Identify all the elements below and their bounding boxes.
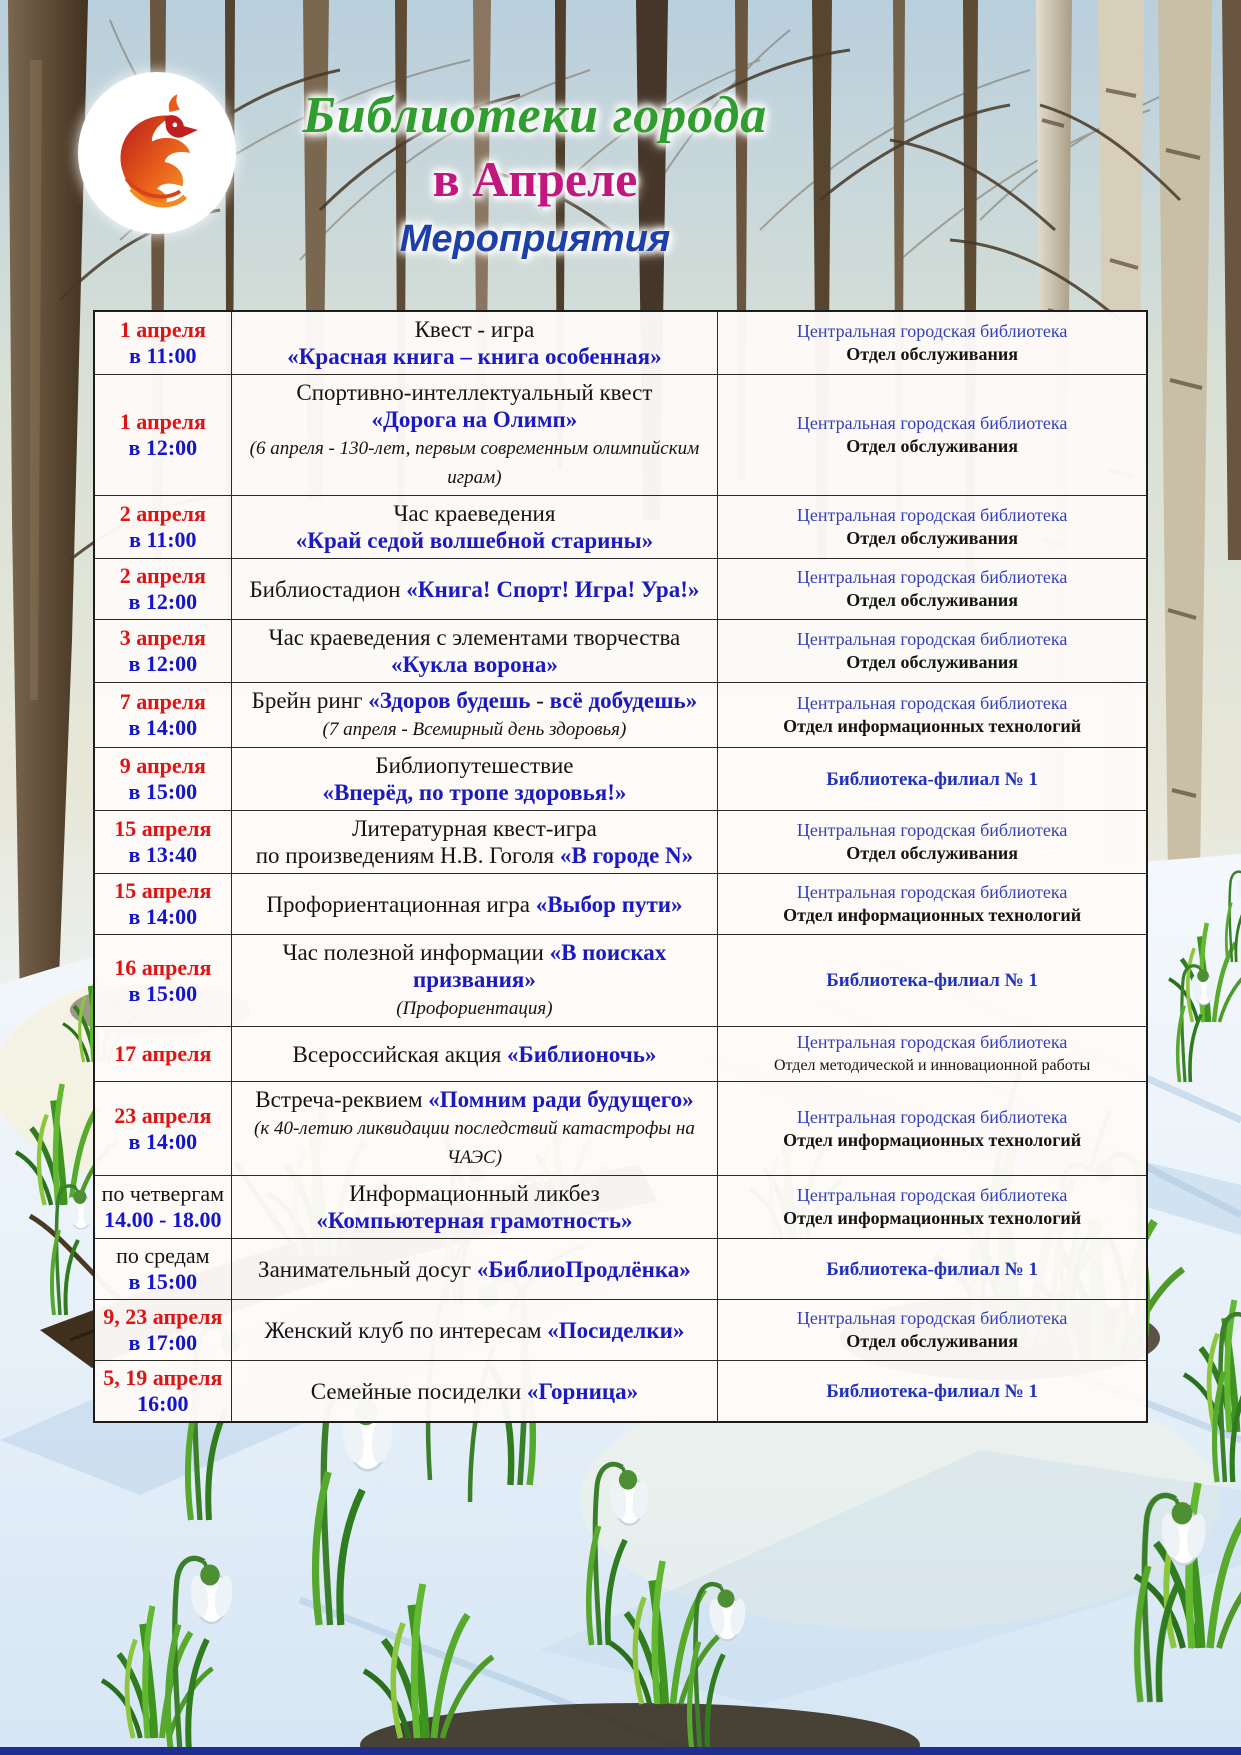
event-date-line: 16:00 (137, 1391, 189, 1416)
event-location-line: Центральная городская библиотека (796, 1308, 1068, 1328)
event-date-line: в 12:00 (128, 651, 198, 676)
event-date-line: в 15:00 (128, 980, 198, 1006)
phoenix-logo (78, 72, 236, 234)
event-location-line: Центральная городская библиотека (796, 820, 1068, 840)
event-text-segment: (Профориентация) (396, 998, 553, 1019)
event-text-segment: (7 апреля - Всемирный день здоровья) (322, 719, 627, 740)
event-location (718, 1176, 1146, 1238)
event-date (95, 1300, 232, 1360)
event-date-line: 23 апреля (114, 1102, 212, 1128)
event-location (718, 496, 1146, 558)
table-row (95, 1361, 1146, 1421)
event-date (95, 811, 232, 873)
event-date-line: 17 апреля (114, 1041, 212, 1066)
event-text-segment: Библиопутешествие (375, 753, 574, 778)
event-location (718, 1027, 1146, 1081)
event-location-line: Отдел информационных технологий (783, 716, 1082, 736)
event-text-segment: «Посиделки» (547, 1317, 685, 1343)
event-text-line (238, 1207, 712, 1234)
event-text-segment: Семейные посиделки (310, 1378, 527, 1404)
event-date-line: в 15:00 (128, 779, 198, 804)
event-text-segment: Спортивно-интеллектуальный квест (296, 380, 653, 405)
event-date-line: по четвергам (101, 1181, 225, 1206)
event-location (718, 375, 1146, 495)
event-text-segment: «Кукла ворона» (391, 652, 558, 677)
event-date-line: 2 апреля (119, 563, 206, 588)
event-text-segment: «Здоров будешь (368, 688, 531, 713)
event-date-line: в 14:00 (128, 904, 198, 929)
event-description (232, 620, 719, 682)
event-text-line (238, 527, 712, 554)
event-date (95, 1082, 232, 1175)
event-text-line (238, 500, 712, 527)
event-description (232, 1027, 719, 1081)
event-date-line: в 14:00 (128, 1128, 198, 1154)
event-text-line (238, 842, 712, 869)
event-location (718, 1082, 1146, 1175)
event-location-line: Отдел обслуживания (846, 528, 1018, 548)
event-text-line (238, 343, 712, 370)
event-text-segment: «Горница» (526, 1378, 639, 1404)
table-row (95, 1239, 1146, 1300)
event-location-line: Библиотека-филиал № 1 (826, 768, 1038, 790)
event-text-segment: Занимательный досуг (258, 1256, 477, 1282)
event-text-segment: «Книга! Спорт! Игра! Ура!» (406, 576, 700, 602)
event-date (95, 375, 232, 495)
table-row (95, 874, 1146, 935)
event-date (95, 620, 232, 682)
page-subtitle: в Апреле (432, 151, 638, 207)
event-text-segment: Всероссийская акция (292, 1041, 508, 1067)
event-text-segment: «БиблиоПродлёнка» (476, 1256, 691, 1282)
event-text-line (238, 815, 712, 842)
event-location-line: Отдел методической и инновационной работы (773, 1057, 1091, 1074)
event-location (718, 874, 1146, 934)
event-location-line: Центральная городская библиотека (796, 1032, 1068, 1052)
event-location-line: Центральная городская библиотека (796, 693, 1068, 713)
event-text-segment: - (530, 688, 550, 713)
event-text-line (238, 624, 712, 651)
event-location-line: Отдел обслуживания (846, 344, 1018, 364)
event-text-line (238, 779, 712, 806)
event-text-segment: «Библионочь» (507, 1041, 657, 1067)
event-text-segment: всё добудешь» (549, 688, 698, 713)
event-text-line (238, 316, 712, 343)
event-description (232, 1176, 719, 1238)
event-text-segment: Литературная квест-игра (351, 816, 597, 841)
event-date (95, 1239, 232, 1299)
event-date-line: в 17:00 (128, 1330, 198, 1355)
event-date (95, 1176, 232, 1238)
event-location-line: Библиотека-филиал № 1 (826, 1258, 1038, 1280)
event-text-line (238, 939, 712, 993)
event-date-line: 15 апреля (114, 816, 212, 841)
event-description (232, 1239, 719, 1299)
page-tagline: Мероприятия (399, 218, 671, 260)
event-location-line: Отдел обслуживания (846, 436, 1018, 456)
event-location-line: Центральная городская библиотека (796, 629, 1068, 649)
event-text-line (238, 891, 712, 918)
event-location-line: Отдел информационных технологий (783, 1129, 1082, 1150)
event-date-line: 3 апреля (119, 625, 206, 650)
table-row (95, 935, 1146, 1027)
table-row (95, 375, 1146, 496)
event-description (232, 559, 719, 619)
event-text-segment: «Помним ради будущего» (428, 1087, 694, 1112)
event-text-line (238, 433, 712, 491)
table-row (95, 312, 1146, 375)
event-text-segment: Квест - игра (414, 317, 535, 342)
event-location-line: Центральная городская библиотека (796, 882, 1068, 902)
event-location (718, 935, 1146, 1026)
event-date (95, 496, 232, 558)
event-description (232, 935, 719, 1026)
event-date-line: 1 апреля (119, 317, 206, 342)
event-date-line: 14.00 - 18.00 (104, 1207, 222, 1232)
event-text-segment: Информационный ликбез (349, 1181, 600, 1206)
event-location-line: Центральная городская библиотека (796, 321, 1068, 341)
event-text-segment: «Край седой волшебной старины» (295, 528, 654, 553)
event-date-line: в 12:00 (128, 435, 198, 460)
event-text-segment: Час полезной информации (282, 940, 550, 965)
event-location-line: Библиотека-филиал № 1 (826, 970, 1038, 991)
event-date-line: в 11:00 (129, 343, 197, 368)
event-date (95, 748, 232, 810)
event-location-line: Отдел информационных технологий (783, 1208, 1082, 1228)
events-table (93, 310, 1148, 1423)
event-date (95, 683, 232, 747)
event-location-line: Центральная городская библиотека (796, 567, 1068, 587)
event-date-line: по средам (116, 1243, 210, 1268)
table-row (95, 1300, 1146, 1361)
event-description (232, 1300, 719, 1360)
event-location-line: Отдел информационных технологий (783, 905, 1082, 925)
event-location (718, 1239, 1146, 1299)
event-date-line: 16 апреля (114, 954, 212, 980)
event-date-line: в 13:40 (128, 842, 198, 867)
event-text-segment: по произведениям Н.В. Гоголя (255, 843, 560, 868)
event-text-segment: (6 апреля - 130-лет, первым современным олимпийским играм) (249, 438, 700, 488)
event-text-segment: Встреча-реквием (255, 1087, 429, 1112)
event-text-line (238, 1180, 712, 1207)
table-row (95, 620, 1146, 683)
event-date-line: в 14:00 (128, 715, 198, 740)
event-text-segment: «Дорога на Олимп» (371, 407, 578, 432)
event-location (718, 811, 1146, 873)
event-date (95, 935, 232, 1026)
event-text-segment: «Красная книга – книга особенная» (287, 344, 662, 369)
event-date (95, 1027, 232, 1081)
event-text-segment: «Выбор пути» (535, 891, 683, 917)
event-description (232, 1082, 719, 1175)
event-text-segment: «В городе N» (559, 843, 694, 868)
event-description (232, 874, 719, 934)
event-location (718, 1361, 1146, 1421)
event-description (232, 312, 719, 374)
event-text-segment: Час краеведения с элементами творчества (268, 625, 681, 650)
event-location-line: Центральная городская библиотека (796, 1185, 1068, 1205)
table-row (95, 1176, 1146, 1239)
table-row (95, 559, 1146, 620)
event-text-segment: «Компьютерная грамотность» (316, 1208, 633, 1233)
event-location-line: Отдел обслуживания (846, 1331, 1018, 1351)
event-date (95, 874, 232, 934)
event-location (718, 559, 1146, 619)
event-text-line (238, 687, 712, 714)
event-location (718, 620, 1146, 682)
table-row (95, 1027, 1146, 1082)
event-description (232, 748, 719, 810)
event-location (718, 1300, 1146, 1360)
event-date-line: 7 апреля (119, 689, 206, 714)
event-date-line: в 11:00 (129, 527, 197, 552)
event-text-line (238, 1256, 712, 1283)
event-description (232, 811, 719, 873)
event-date-line: 5, 19 апреля (103, 1365, 223, 1390)
event-text-segment: Час краеведения (393, 501, 556, 526)
event-text-segment: Женский клуб по интересам (264, 1317, 548, 1343)
event-text-segment: Библиостадион (249, 576, 407, 602)
event-text-line (238, 752, 712, 779)
table-row (95, 1082, 1146, 1176)
event-text-line (238, 1086, 712, 1113)
event-location-line: Отдел обслуживания (846, 843, 1018, 863)
event-description (232, 375, 719, 495)
event-date-line: 2 апреля (119, 501, 206, 526)
event-date (95, 312, 232, 374)
event-text-line (238, 1317, 712, 1344)
table-row (95, 683, 1146, 748)
table-row (95, 496, 1146, 559)
event-text-line (238, 651, 712, 678)
event-date-line: 9, 23 апреля (103, 1304, 223, 1329)
event-text-line (238, 379, 712, 406)
event-date-line: в 15:00 (128, 1269, 198, 1294)
event-text-segment: Профориентационная игра (266, 891, 536, 917)
event-location-line: Центральная городская библиотека (796, 505, 1068, 525)
event-text-segment: Брейн ринг (251, 688, 369, 713)
event-text-line (238, 993, 712, 1022)
event-text-segment: «Вперёд, по тропе здоровья!» (322, 780, 627, 805)
event-description (232, 683, 719, 747)
event-location-line: Центральная городская библиотека (796, 1106, 1068, 1127)
event-date (95, 559, 232, 619)
event-location (718, 683, 1146, 747)
event-date-line: в 12:00 (128, 589, 198, 614)
event-text-segment: «В поисках призвания» (412, 940, 667, 992)
event-text-line (238, 576, 712, 603)
event-text-segment: (к 40-летию ликвидации последствий катастрофы на ЧАЭС) (254, 1118, 695, 1168)
event-location-line: Отдел обслуживания (846, 590, 1018, 610)
event-text-line (238, 406, 712, 433)
event-date-line: 9 апреля (119, 753, 206, 778)
event-text-line (238, 1378, 712, 1405)
table-row (95, 748, 1146, 811)
event-text-line (238, 1113, 712, 1171)
event-location-line: Отдел обслуживания (846, 652, 1018, 672)
event-location-line: Библиотека-филиал № 1 (826, 1380, 1038, 1402)
event-description (232, 496, 719, 558)
event-text-line (238, 1041, 712, 1068)
phoenix-icon (93, 87, 221, 219)
event-location-line: Центральная городская библиотека (796, 413, 1068, 433)
event-description (232, 1361, 719, 1421)
event-location (718, 748, 1146, 810)
event-date-line: 15 апреля (114, 878, 212, 903)
event-location (718, 312, 1146, 374)
event-date (95, 1361, 232, 1421)
event-date-line: 1 апреля (119, 409, 206, 434)
event-text-line (238, 714, 712, 743)
table-row (95, 811, 1146, 874)
page-title: Библиотеки города (302, 87, 768, 144)
